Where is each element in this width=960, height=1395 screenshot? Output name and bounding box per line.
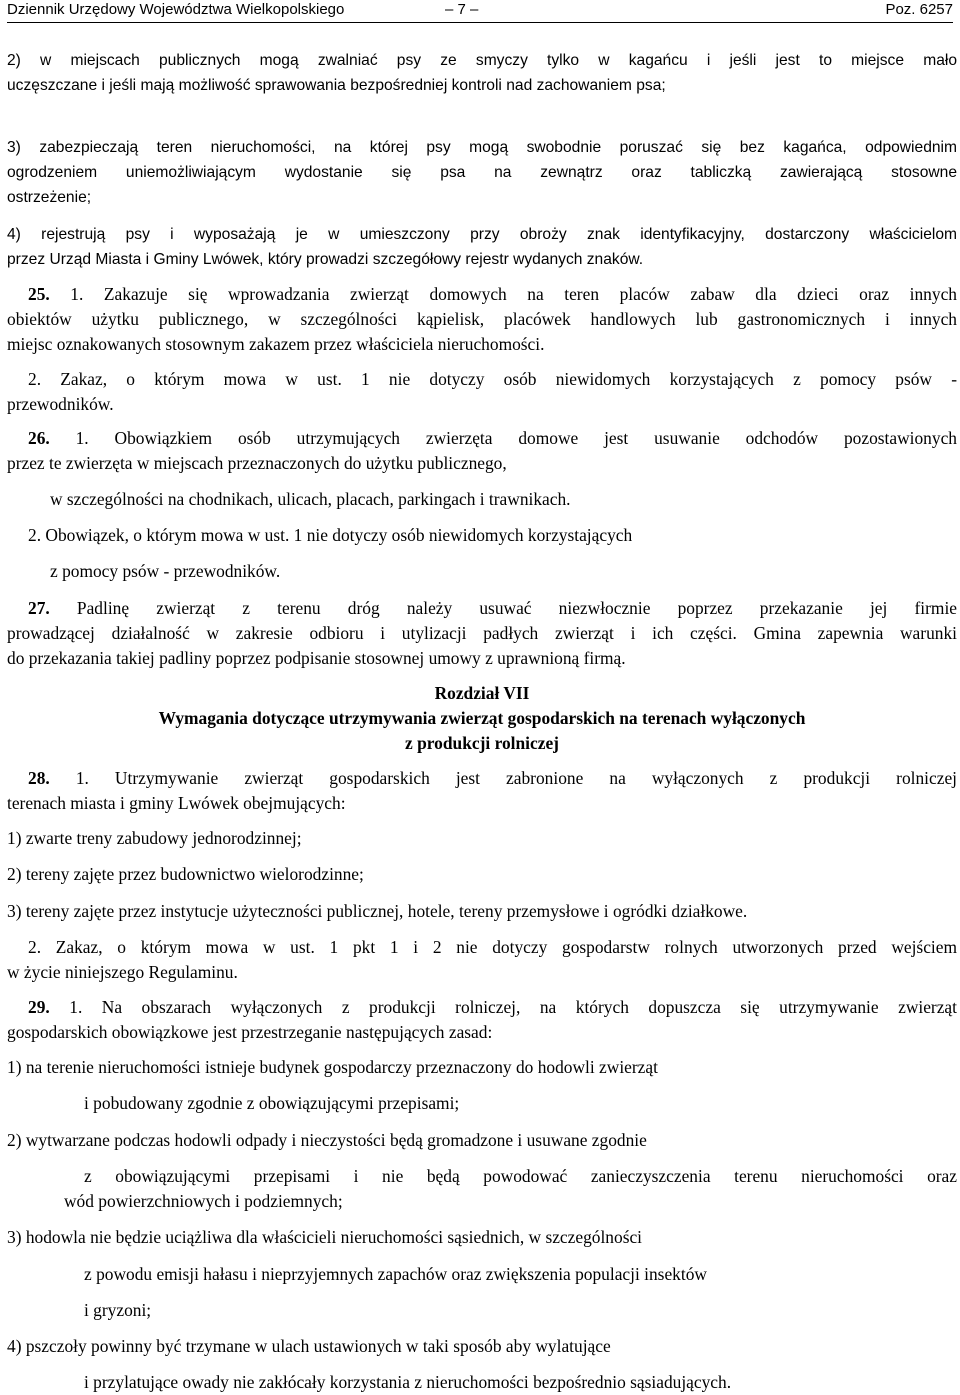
section-29-item-3-continuation	[7, 1262, 960, 1287]
text-line: przez Urząd Miasta i Gminy Lwówek, który prowadzi szczegółowy rejestr wydanych znaków.	[7, 251, 644, 268]
text-line: ogrodzeniem uniemożliwiającym wydostanie się psa na zewnątrz oraz tabliczką zawierającą stosowne	[7, 164, 957, 181]
text-line: gospodarskich obowiązkowe jest przestrzeganie następujących zasad:	[7, 1022, 493, 1042]
text-line: z obowiązującymi przepisami i nie będą powodować zanieczyszczenia terenu nieruchomości oraz	[84, 1166, 957, 1186]
text-span: 1. Zakazuje się wprowadzania zwierząt domowych na teren placów zabaw dla dzieci oraz innych	[49, 284, 957, 304]
text-line: 2. Zakaz, o którym mowa w ust. 1 pkt 1 i 2 nie dotyczy gospodarstw rolnych utworzonych przed wejściem	[28, 937, 957, 957]
text-span: 1. Na obszarach wyłączonych z produkcji rolniczej, na których dopuszcza się utrzymywanie zwierząt	[49, 997, 957, 1017]
text-line: 3) tereny zajęte przez instytucje użyteczności publicznej, hotele, tereny przemysłowe i ogródki działkowe.	[7, 901, 748, 921]
section-29-item-2-continuation	[7, 1164, 957, 1214]
text-line: terenach miasta i gminy Lwówek obejmujących:	[7, 793, 346, 813]
text-line	[7, 426, 957, 451]
item-2	[7, 48, 957, 98]
text-line: do przekazania takiej padliny poprzez podpisanie stosownej umowy z uprawnioną firmą.	[7, 648, 626, 668]
section-26	[7, 426, 957, 476]
section-number: 26.	[28, 428, 50, 448]
section-26-continuation	[7, 487, 960, 512]
section-28-paragraph-2	[7, 935, 957, 985]
text-line: miejsc oznakowanych stosownym zakazem przez właściciela nieruchomości.	[7, 334, 545, 354]
text-line	[7, 766, 957, 791]
item-4	[7, 222, 957, 272]
text-line: w szczególności na chodnikach, ulicach, placach, parkingach i trawnikach.	[50, 489, 571, 509]
text-line: prowadzącej działalność w zakresie odbioru i utylizacji padłych zwierząt i ich części. Gmina zapewnia warunki	[7, 623, 957, 643]
text-span: 1. Obowiązkiem osób utrzymujących zwierzęta domowe jest usuwanie odchodów pozostawionych	[49, 428, 957, 448]
chapter-title: Rozdział VII	[434, 683, 530, 703]
chapter-subtitle-line: z produkcji rolniczej	[405, 733, 559, 753]
section-number: 25.	[28, 284, 50, 304]
section-27	[7, 596, 957, 671]
text-span: Padlinę zwierząt z terenu dróg należy usuwać niezwłocznie poprzez przekazanie jej firmie	[49, 598, 957, 618]
section-28-item-2	[7, 862, 957, 887]
section-26-paragraph-2-continuation	[7, 559, 960, 584]
text-line: obiektów użytku publicznego, w szczególności kąpielisk, placówek handlowych lub gastronomicznych i innych	[7, 309, 957, 329]
text-line: 1) na terenie nieruchomości istnieje budynek gospodarczy przeznaczony do hodowli zwierząt	[7, 1057, 658, 1077]
text-line: przez te zwierzęta w miejscach przeznaczonych do użytku publicznego,	[7, 453, 507, 473]
section-29-item-3-continuation	[7, 1298, 960, 1323]
section-29-item-1	[7, 1055, 957, 1080]
section-29-item-3	[7, 1225, 957, 1250]
text-line: wód powierzchniowych i podziemnych;	[64, 1191, 343, 1211]
text-line: 4) rejestrują psy i wyposażają je w umieszczony przy obroży znak identyfikacyjny, dostarczony właścicielom	[7, 226, 957, 243]
text-line: i pobudowany zgodnie z obowiązującymi przepisami;	[84, 1093, 460, 1113]
text-line	[7, 282, 957, 307]
section-29-item-1-continuation	[7, 1091, 960, 1116]
chapter-heading	[7, 681, 957, 756]
text-line: uczęszczane i jeśli mają możliwość sprawowania bezpośredniej kontroli nad zachowaniem psa;	[7, 77, 666, 94]
text-line	[7, 596, 957, 621]
section-26-paragraph-2	[7, 523, 960, 548]
section-number: 28.	[28, 768, 50, 788]
section-number: 27.	[28, 598, 50, 618]
section-28-item-1	[7, 826, 957, 851]
section-28	[7, 766, 957, 816]
text-line: 1) zwarte treny zabudowy jednorodzinnej;	[7, 828, 302, 848]
text-line: i przylatujące owady nie zakłócały korzystania z nieruchomości bezpośrednio sąsiadujących.	[84, 1372, 732, 1392]
chapter-subtitle-line: Wymagania dotyczące utrzymywania zwierząt gospodarskich na terenach wyłączonych	[158, 708, 806, 728]
text-line: 2) tereny zajęte przez budownictwo wielorodzinne;	[7, 864, 364, 884]
section-29	[7, 995, 957, 1045]
text-line: 4) pszczoły powinny być trzymane w ulach ustawionych w taki sposób aby wylatujące	[7, 1336, 611, 1356]
text-line: 2. Obowiązek, o którym mowa w ust. 1 nie dotyczy osób niewidomych korzystających	[28, 525, 633, 545]
text-span: 1. Utrzymywanie zwierząt gospodarskich jest zabronione na wyłączonych z produkcji rolniczej	[49, 768, 957, 788]
text-line: 2. Zakaz, o którym mowa w ust. 1 nie dotyczy osób niewidomych korzystających z pomocy psów -	[28, 369, 957, 389]
section-28-item-3	[7, 899, 957, 924]
text-line: przewodników.	[7, 394, 114, 414]
text-line: z pomocy psów - przewodników.	[50, 561, 281, 581]
section-25-paragraph-2	[7, 367, 957, 417]
position-number: Poz. 6257	[885, 1, 953, 18]
text-line	[7, 995, 957, 1020]
text-line: w życie niniejszego Regulaminu.	[7, 962, 238, 982]
text-line: 3) hodowla nie będzie uciążliwa dla właścicieli nieruchomości sąsiednich, w szczególności	[7, 1227, 643, 1247]
text-line: 2) wytwarzane podczas hodowli odpady i nieczystości będą gromadzone i usuwane zgodnie	[7, 1130, 647, 1150]
page-number: – 7 –	[445, 1, 479, 18]
text-line: i gryzoni;	[84, 1300, 152, 1320]
text-line: z powodu emisji hałasu i nieprzyjemnych zapachów oraz zwiększenia populacji insektów	[84, 1264, 707, 1284]
text-line: 2) w miejscach publicznych mogą zwalniać psy ze smyczy tylko w kagańcu i jeśli jest to miejsce mało	[7, 52, 957, 69]
item-3	[7, 135, 957, 210]
page-header	[7, 0, 953, 23]
section-29-item-4	[7, 1334, 957, 1359]
section-29-item-2	[7, 1128, 957, 1153]
section-25	[7, 282, 957, 357]
section-29-item-4-continuation	[7, 1370, 960, 1395]
section-number: 29.	[28, 997, 50, 1017]
text-line: ostrzeżenie;	[7, 189, 92, 206]
journal-title: Dziennik Urzędowy Województwa Wielkopolskiego	[7, 1, 345, 18]
text-line: 3) zabezpieczają teren nieruchomości, na której psy mogą swobodnie poruszać się bez kagańca, odpowiednim	[7, 139, 957, 156]
